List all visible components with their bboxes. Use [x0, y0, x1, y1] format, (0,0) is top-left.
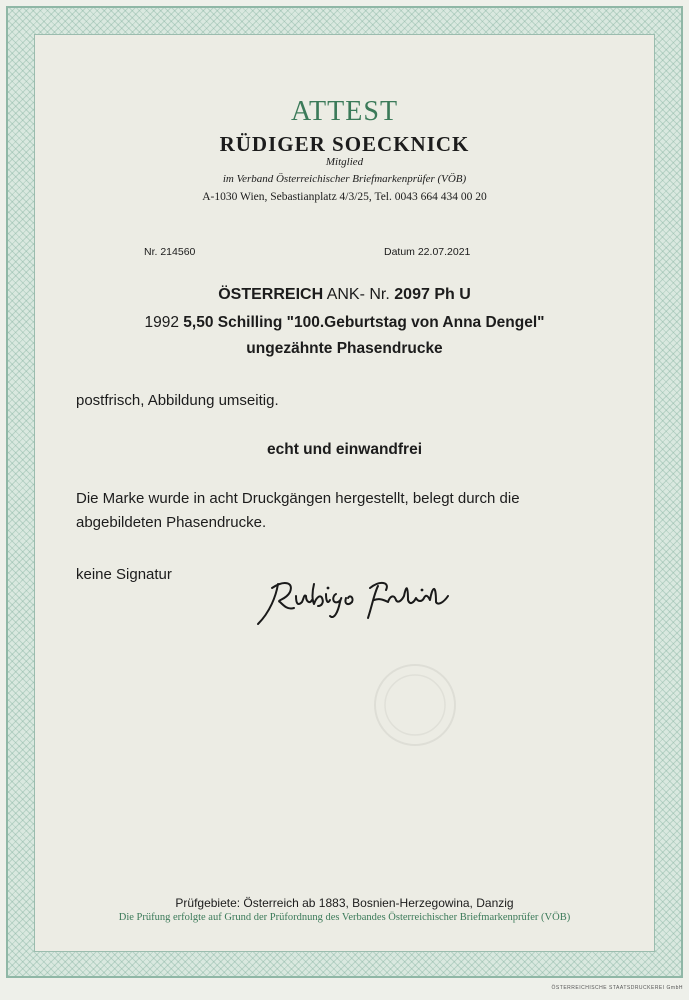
membership-label: Mitglied	[325, 156, 364, 168]
catalog-label: ANK- Nr.	[326, 286, 390, 303]
item-variety: ungezähnte Phasendrucke	[246, 340, 443, 357]
certificate-date: Datum 22.07.2021	[384, 246, 471, 258]
item-catalog-line	[0, 286, 689, 304]
examiner-address: A-1030 Wien, Sebastianplatz 4/3/25, Tel. 0043 664 434 00 20	[202, 191, 487, 203]
item-country: ÖSTERREICH	[218, 286, 324, 303]
item-description-line	[0, 314, 689, 332]
certificate-number: Nr. 214560	[144, 246, 196, 258]
condition-text: postfrisch, Abbildung umseitig.	[76, 392, 279, 409]
remark-line-2: abgebildeten Phasendrucke.	[76, 514, 267, 531]
remark-line-1: Die Marke wurde in acht Druckgängen hergestellt, belegt durch die	[76, 490, 520, 507]
verdict-text: echt und einwandfrei	[266, 441, 422, 458]
examiner-name: RÜDIGER SOECKNICK	[219, 132, 470, 156]
certificate-title: ATTEST	[290, 96, 399, 127]
association-name: im Verband Österreichischer Briefmarkenprüfer (VÖB)	[222, 173, 467, 185]
signature-note: keine Signatur	[76, 566, 172, 583]
examination-areas: Prüfgebiete: Österreich ab 1883, Bosnien-Herzegowina, Danzig	[175, 896, 514, 910]
item-year: 1992	[144, 314, 179, 331]
catalog-number: 2097 Ph U	[394, 286, 471, 303]
printer-imprint: ÖSTERREICHISCHE STAATSDRUCKEREI GmbH	[551, 985, 683, 991]
item-description: 5,50 Schilling "100.Geburtstag von Anna Dengel"	[183, 314, 545, 331]
blind-embossed-seal	[370, 660, 460, 750]
examination-rules: Die Prüfung erfolgte auf Grund der Prüfordnung des Verbandes Österreichischer Briefmarkenprüfer (VÖB)	[118, 912, 571, 923]
handwritten-signature	[250, 566, 470, 634]
